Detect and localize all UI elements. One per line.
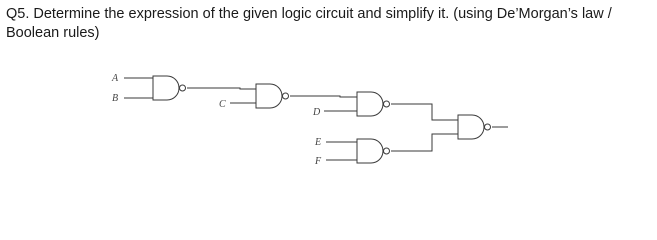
nand-gate-5 [458, 115, 491, 139]
question-text: Q5. Determine the expression of the given logic circuit and simplify it. (using De’Morgan’s law / Boolean rules) [6, 6, 612, 41]
nand-gate-3 [357, 92, 390, 116]
wire-gate3-to-gate5 [391, 104, 458, 120]
wire-gate1-to-gate2 [187, 88, 256, 89]
input-label-d: D [313, 107, 321, 118]
input-label-b: B [112, 93, 119, 104]
input-label-c: C [219, 99, 226, 110]
nand-gate-2 [256, 84, 289, 108]
nand-gate-4 [357, 139, 390, 163]
input-label-f: F [315, 156, 322, 167]
wire-gate4-to-gate5 [391, 134, 458, 151]
nand-gate-1 [153, 76, 186, 100]
input-label-e: E [315, 137, 322, 148]
wire-gate2-to-gate3 [290, 96, 357, 97]
input-label-a: A [112, 73, 119, 84]
